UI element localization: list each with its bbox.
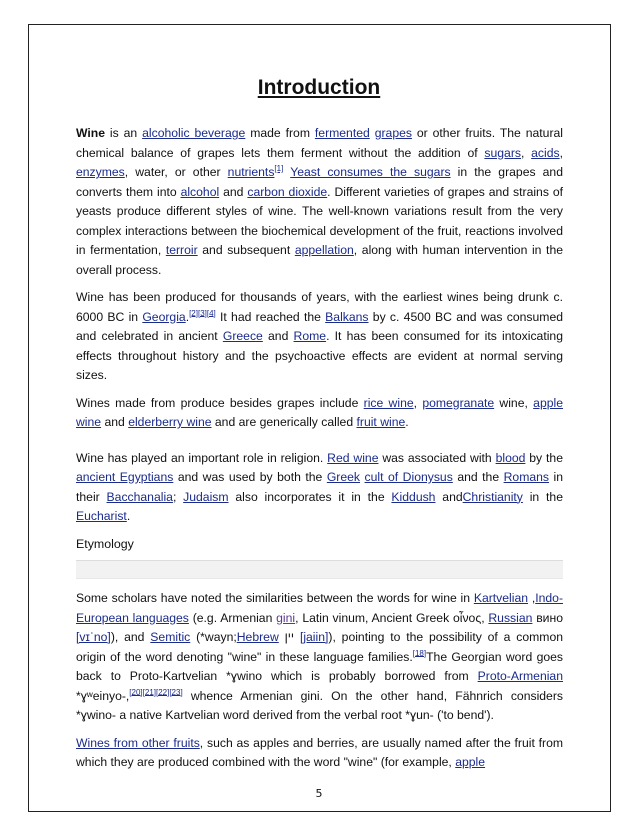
link-fruit-wine[interactable]: fruit wine (356, 415, 406, 429)
text: (e.g. Armenian (188, 610, 277, 625)
text: יין (278, 630, 300, 644)
etymology-heading: Etymology (76, 536, 134, 551)
link-indo-european-languages[interactable]: Indo-European languages (76, 591, 563, 625)
link-judaism[interactable]: Judaism (183, 489, 229, 504)
link-enzymes[interactable]: enzymes (76, 165, 125, 179)
link-alcoholic-beverage[interactable]: alcoholic beverage (142, 126, 246, 140)
text: in their (76, 470, 563, 504)
text: made from (245, 126, 315, 140)
link-hebrew[interactable]: Hebrew (236, 630, 279, 644)
link-christianity[interactable]: Christianity (462, 489, 523, 504)
link-pomegranate[interactable]: pomegranate (422, 395, 495, 410)
text: and the (452, 470, 504, 484)
text: , (559, 145, 563, 160)
link-rice-wine[interactable]: rice wine (363, 395, 414, 410)
link-red-wine[interactable]: Red wine (327, 450, 379, 465)
document-body (76, 124, 563, 781)
link-acids[interactable]: acids (531, 145, 560, 160)
link-fermented[interactable]: fermented (314, 126, 370, 140)
text: ; (172, 489, 184, 504)
text: ), and (110, 630, 151, 644)
text: It had reached the (215, 309, 326, 324)
text: was associated with (378, 450, 496, 465)
link-wines-from-other-fruits[interactable]: Wines from other fruits (76, 735, 200, 750)
link-yeast-consumes-sugars[interactable]: Yeast consumes the sugars (290, 165, 451, 179)
text: and are generically called (211, 415, 357, 429)
text: The Georgian word goes back to Proto-Kartvelian *ɣwino which is probably borrowed from (76, 649, 563, 683)
link-eucharist[interactable]: Eucharist (76, 509, 127, 523)
text: . (185, 309, 190, 324)
link-greece[interactable]: Greece (222, 329, 263, 343)
link-appellation[interactable]: appellation (294, 243, 354, 257)
link-russian[interactable]: Russian (488, 610, 533, 625)
link-balkans[interactable]: Balkans (325, 309, 369, 324)
text: (*wayn; (190, 630, 237, 644)
term-wine: Wine (76, 126, 106, 140)
text: ), pointing to the possibility of a common origin of the word denoting "wine" in these language families. (76, 630, 564, 664)
link-gini[interactable]: gini (276, 610, 296, 625)
etymology-divider (76, 560, 563, 579)
text: *ɣʷeinyo-, (76, 688, 130, 703)
text: in the (522, 489, 563, 504)
text: , (413, 395, 423, 410)
link-sugars[interactable]: sugars (484, 145, 521, 160)
link-ipa-vino[interactable]: [vɪˈno] (76, 630, 111, 644)
text: вино (532, 610, 563, 625)
paragraph-religion (76, 449, 563, 527)
paragraph-fruit-wines (76, 734, 563, 773)
link-blood[interactable]: blood (495, 450, 526, 465)
link-ancient-egyptians[interactable]: ancient Egyptians (76, 470, 174, 484)
link-kiddush[interactable]: Kiddush (391, 489, 436, 504)
text: by c. 4500 BC and was consumed and celebrated in ancient (76, 309, 563, 343)
link-bacchanalia[interactable]: Bacchanalia (106, 489, 173, 504)
text: and subsequent (197, 243, 295, 257)
citation-2-3-4[interactable]: [2][3][4] (189, 308, 216, 318)
link-apple-wine[interactable]: apple wine (76, 395, 563, 429)
paragraph-definition (76, 124, 563, 280)
link-kartvelian[interactable]: Kartvelian (473, 591, 529, 605)
text: is an (105, 126, 143, 140)
citation-18[interactable]: [18] (412, 648, 427, 658)
citation-20-23[interactable]: [20][21][22][23] (129, 687, 183, 697)
text: , (521, 145, 532, 160)
text: and (262, 329, 294, 343)
text: and (219, 184, 248, 199)
text: . (405, 415, 409, 429)
text: , water, or other (124, 165, 228, 179)
link-ipa-jaiin[interactable]: [jaiin] (299, 630, 329, 644)
text: . (126, 509, 131, 523)
text: and (435, 489, 463, 504)
text: . Different varieties of grapes and strains of yeasts produce different styles of wine. The well-known variations result from the very complex interactions between the biochemical development of the fruit, reactions involved in fermentation, (76, 184, 564, 257)
text: and (101, 415, 129, 429)
text: Wine has played an important role in religion. (76, 450, 328, 465)
text: Some scholars have noted the similarities between the words for wine in (76, 591, 474, 605)
link-rome[interactable]: Rome (293, 329, 327, 343)
paragraph-other-wines (76, 394, 563, 433)
text: by the (525, 450, 563, 465)
link-nutrients[interactable]: nutrients (227, 165, 275, 179)
text: or other fruits. The natural chemical balance of grapes lets them ferment without the addition of (76, 126, 563, 160)
link-grapes[interactable]: grapes (374, 126, 412, 140)
text: also incorporates it in the (228, 489, 392, 504)
paragraph-history (76, 288, 563, 386)
text: and was used by both the (173, 470, 327, 484)
link-semitic[interactable]: Semitic (150, 630, 191, 644)
text: Wine has been produced for thousands of years, with the earliest wines being drunk c. 6000 BC in (76, 290, 563, 324)
link-carbon-dioxide[interactable]: carbon dioxide (247, 184, 328, 199)
link-greek[interactable]: Greek (326, 470, 361, 484)
text: whence Armenian gini. On the other hand, Fähnrich considers *ɣwino- a native Kartvelian word derived from the verbal root *ɣun- ('to bend'). (76, 688, 563, 722)
link-apple[interactable]: apple (455, 755, 486, 769)
link-georgia[interactable]: Georgia (142, 309, 186, 324)
page-title: Introduction (257, 76, 381, 99)
text: in the grapes and converts them into (76, 165, 563, 199)
text: , Latin vinum, Ancient Greek οἶνος, (295, 610, 489, 625)
text: , such as apples and berries, are usually named after the fruit from which they are produced combined with the word "wine" (for example, (76, 735, 563, 769)
text: wine, (494, 395, 534, 410)
paragraph-etymology (76, 589, 563, 726)
text: , (528, 591, 536, 605)
link-romans[interactable]: Romans (503, 470, 549, 484)
text: , along with human intervention in the overall process. (76, 243, 563, 277)
page-number: 5 (315, 787, 323, 800)
citation-1[interactable]: [1] (274, 163, 284, 173)
text: Wines made from produce besides grapes include (76, 395, 364, 410)
link-terroir[interactable]: terroir (165, 243, 198, 257)
link-alcohol[interactable]: alcohol (180, 184, 220, 199)
link-elderberry-wine[interactable]: elderberry wine (128, 415, 212, 429)
text: . It has been consumed for its intoxicating effects throughout history and the psychoactive effects are evident at normal serving sizes. (76, 329, 563, 382)
link-cult-of-dionysus[interactable]: cult of Dionysus (364, 470, 453, 484)
link-proto-armenian[interactable]: Proto-Armenian (477, 669, 563, 683)
